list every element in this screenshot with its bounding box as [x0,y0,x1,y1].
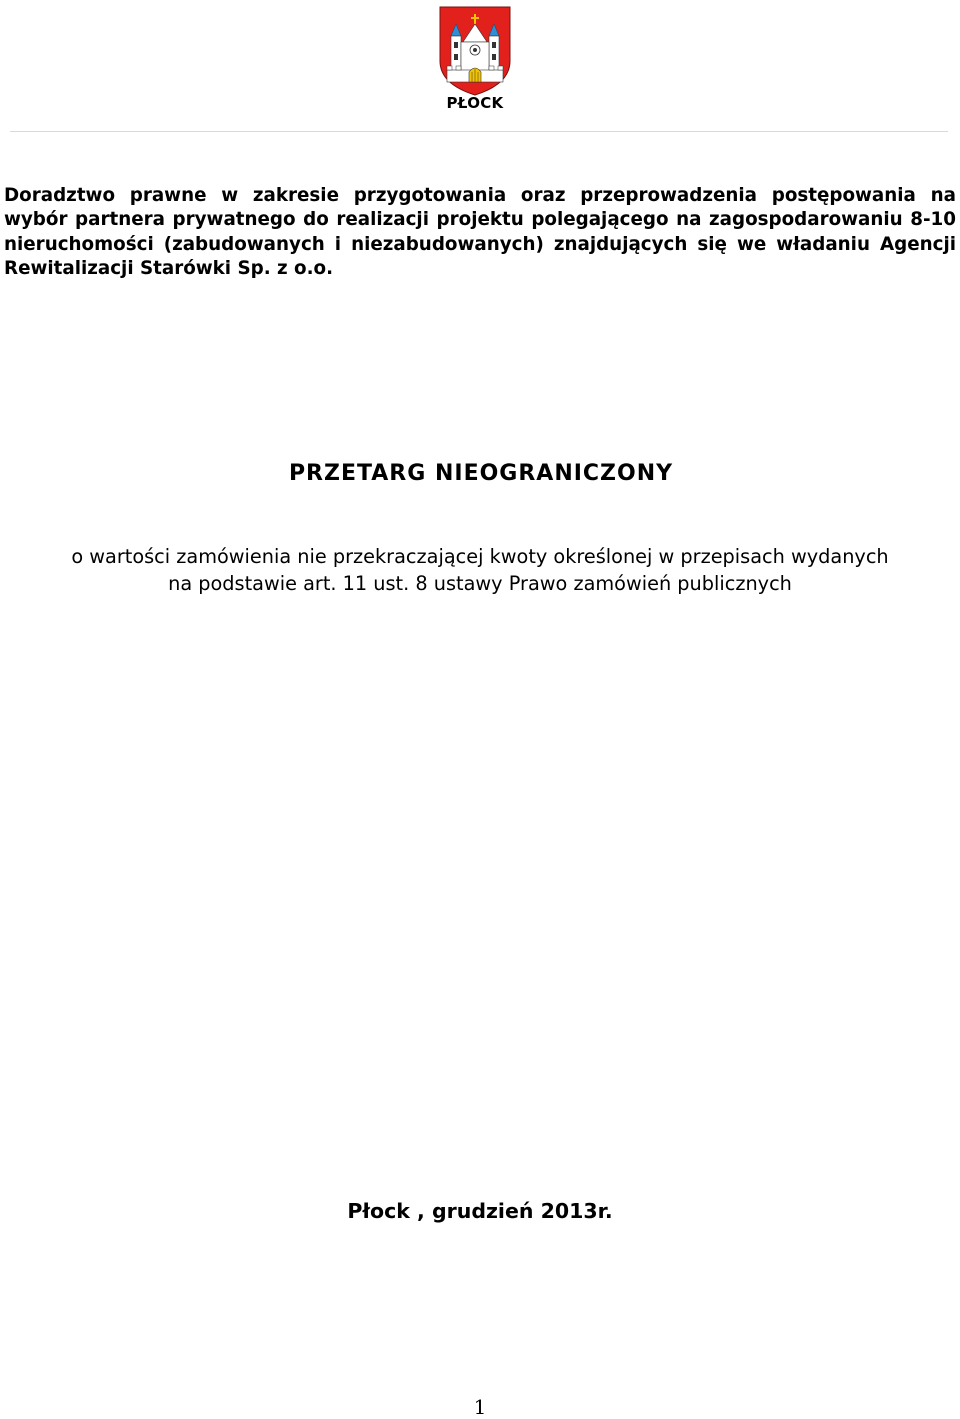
crest-caption: PŁOCK [446,94,504,112]
page-number: 1 [473,1395,487,1419]
plock-coat-of-arms-icon [439,6,511,96]
value-threshold-note: o wartości zamówienia nie przekraczającej kwoty określonej w przepisach wydanych na podstawie art. 11 ust. 8 ustawy Prawo zamówień publicznych [71,545,889,595]
place-and-date: Płock , grudzień 2013r. [347,1199,613,1223]
tender-type-heading: PRZETARG NIEOGRANICZONY [288,461,674,486]
document-subject: Doradztwo prawne w zakresie przygotowania oraz przeprowadzenia postępowania na wybór partnera prywatnego do realizacji projektu polegającego na zagospodarowaniu 8-10 nieruchomości (zabudowanych i niezabudowanych) znajdujących się we władaniu Agencji Rewitalizacji Starówki Sp. z o.o. [4,185,956,279]
header-divider [10,131,948,132]
